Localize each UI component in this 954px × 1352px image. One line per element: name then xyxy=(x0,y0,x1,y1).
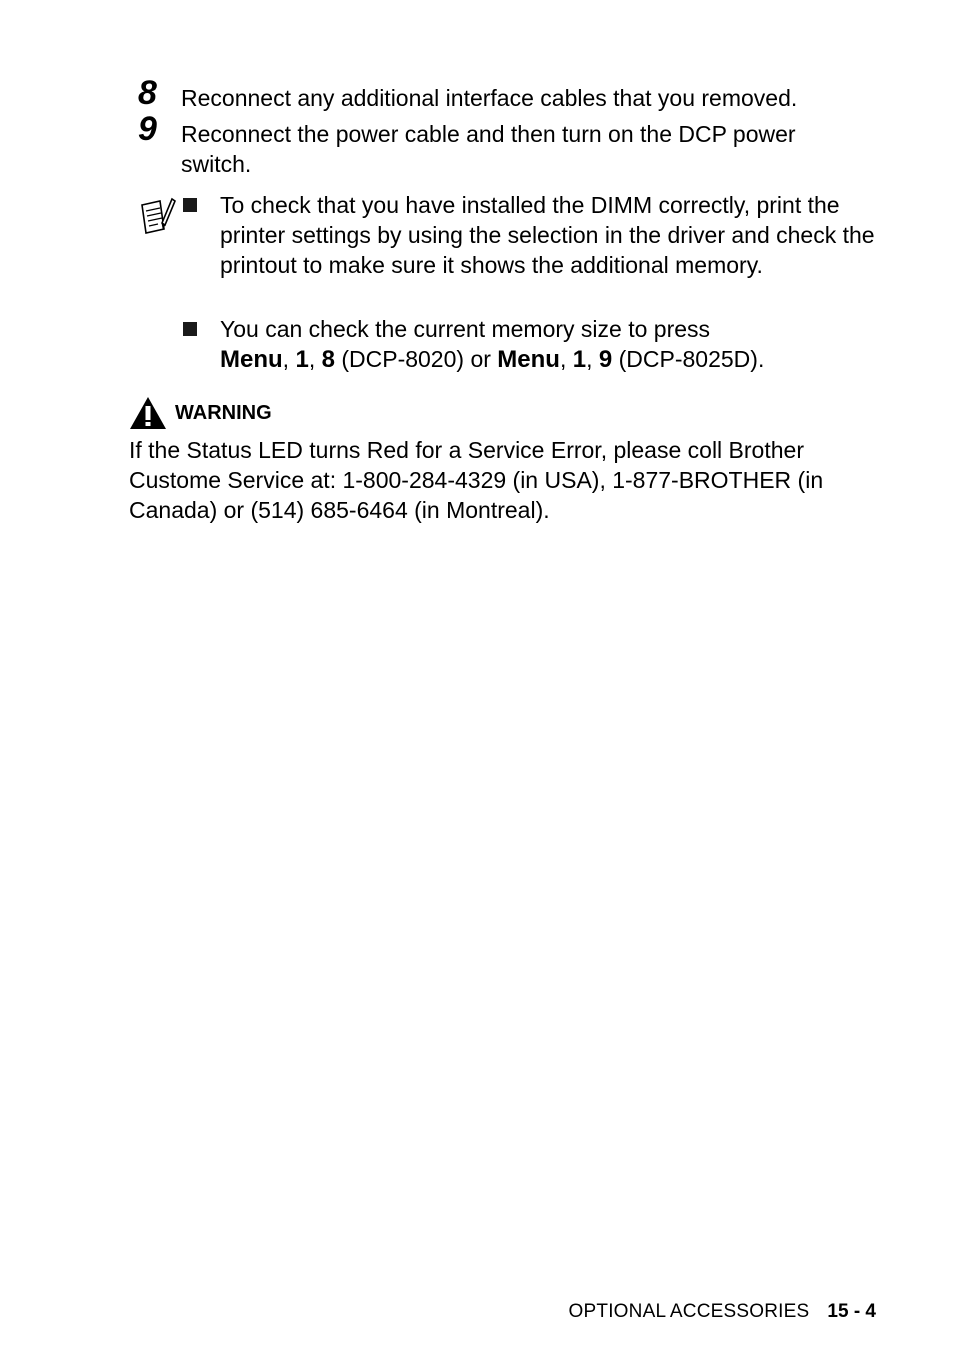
warning-title: WARNING xyxy=(175,402,272,424)
note-bullet-2 xyxy=(220,314,880,375)
menu-key: Menu xyxy=(497,346,560,373)
separator: , xyxy=(282,346,296,372)
separator: , xyxy=(308,346,322,372)
bullet-marker xyxy=(183,322,197,336)
warning-text: If the Status LED turns Red for a Service Error, please coll Brother Custome Service at: 1-800-284-4329 (in USA), 1-877-BROTHER (in Canada) or (514) 685-6464 (in Montreal). xyxy=(129,437,824,523)
separator: , xyxy=(559,346,573,372)
footer-section-title: OPTIONAL ACCESSORIES xyxy=(568,1301,810,1322)
model-dcp-8020: (DCP-8020) or xyxy=(334,346,498,372)
key-1: 1 xyxy=(295,346,309,373)
note-bullet-2-intro: You can check the current memory size to press xyxy=(220,316,711,342)
page-footer xyxy=(569,1300,876,1324)
bullet-marker xyxy=(183,198,197,212)
step-number: 9 xyxy=(138,110,157,148)
step-text: Reconnect any additional interface cables that you removed. xyxy=(181,85,798,111)
warning-triangle-icon xyxy=(129,396,167,430)
separator: , xyxy=(586,346,599,372)
menu-key: Menu xyxy=(220,346,283,373)
note-bullet-1: To check that you have installed the DIMM correctly, print the printer settings by using the selection in the driver and check the printout to make sure it shows the additional memory. xyxy=(220,192,875,278)
key-1: 1 xyxy=(572,346,587,373)
model-dcp-8025d: (DCP-8025D). xyxy=(612,346,765,372)
note-bullet-2-keys xyxy=(220,344,880,375)
step-number: 8 xyxy=(138,74,157,112)
key-9: 9 xyxy=(598,346,613,373)
key-8: 8 xyxy=(321,346,335,373)
step-text: Reconnect the power cable and then turn on the DCP power switch. xyxy=(181,121,796,177)
page-number: 15 - 4 xyxy=(827,1301,876,1322)
note-pencil-icon xyxy=(136,195,176,237)
